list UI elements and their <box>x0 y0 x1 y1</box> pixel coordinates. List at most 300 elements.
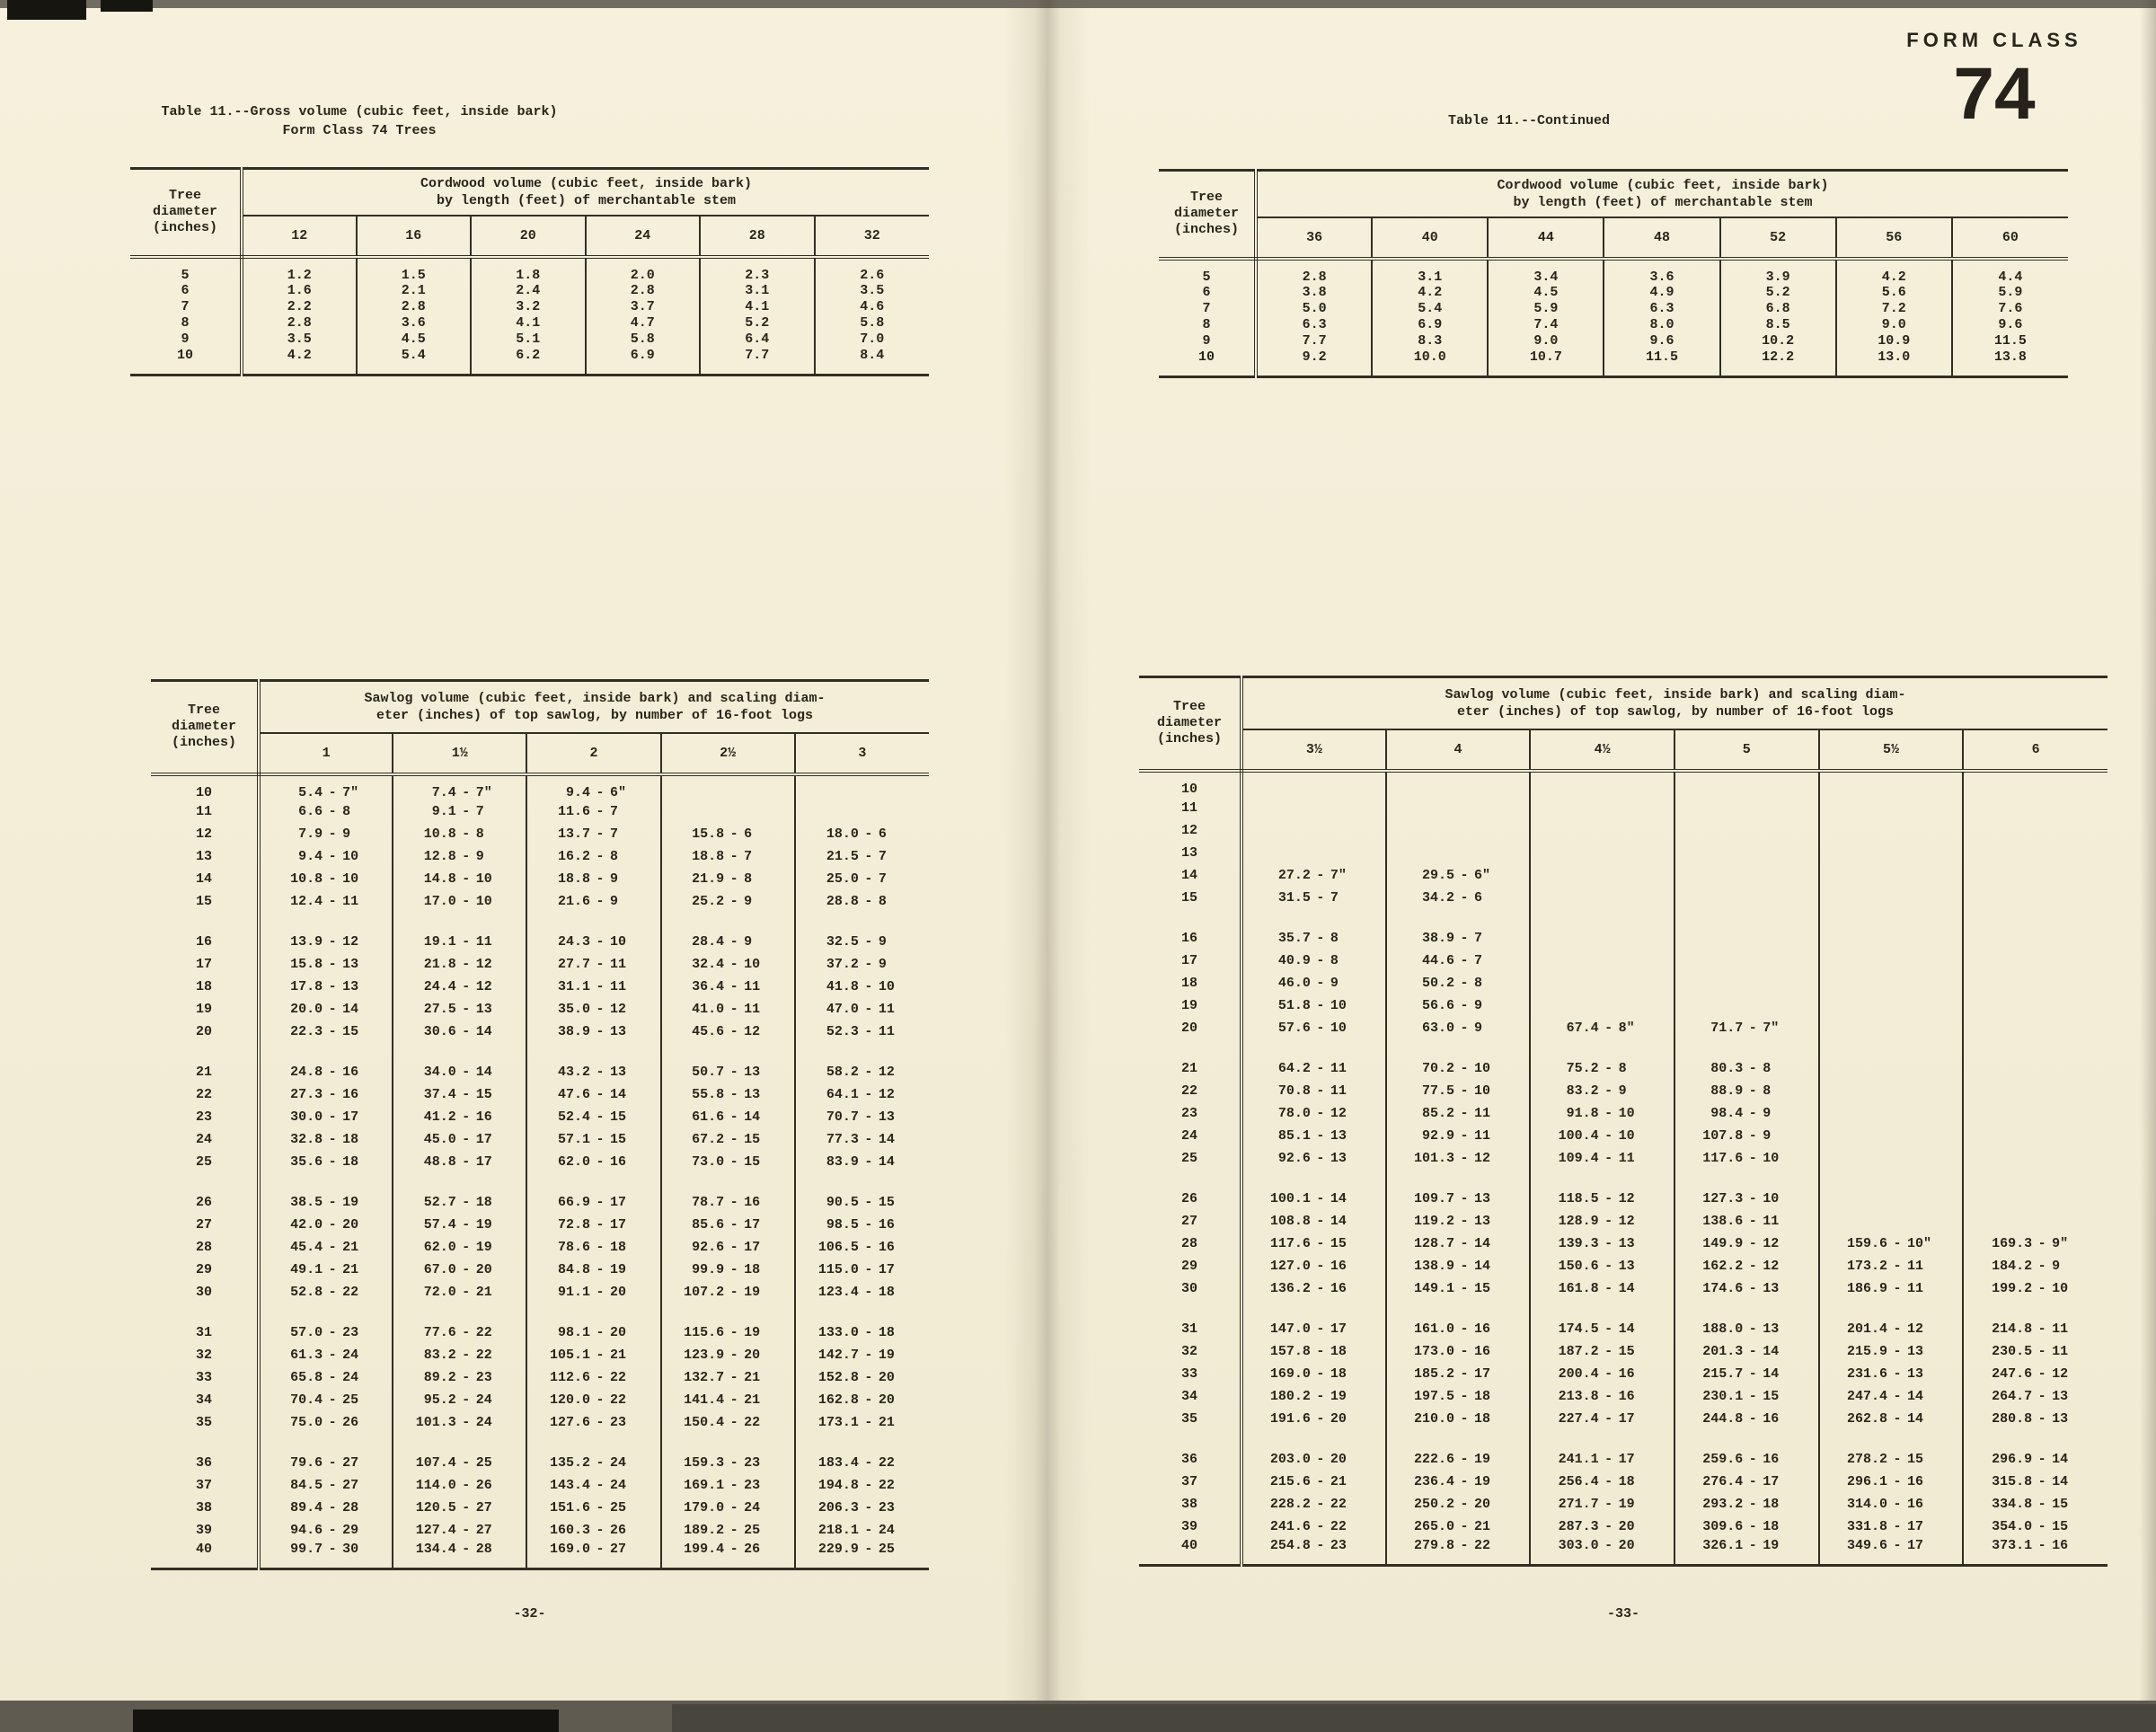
table-cell: 32.5 - 9 <box>795 931 929 953</box>
table-row <box>151 1452 929 1474</box>
table-cell: 9.6 <box>1604 333 1719 349</box>
gap-cell <box>661 913 795 931</box>
table-cell: 5.2 <box>1720 285 1836 301</box>
table-cell: 169.1 - 23 <box>661 1474 795 1497</box>
scan-artifact-mark <box>101 0 153 12</box>
table-cell: 244.8 - 16 <box>1674 1408 1819 1430</box>
table-cell: 51.8 - 10 <box>1241 994 1386 1017</box>
table-cell: 150.6 - 13 <box>1530 1255 1674 1277</box>
gap-cell <box>1819 1300 1964 1318</box>
table-cell <box>1530 972 1674 994</box>
table-cell: 101.3 - 24 <box>393 1411 526 1434</box>
table-cell: 6.8 <box>1720 301 1836 317</box>
tree-diameter-cell: 18 <box>151 976 259 998</box>
table-cell: 120.0 - 22 <box>526 1389 660 1411</box>
column-header: 24 <box>586 216 701 257</box>
gap-cell <box>1241 1170 1386 1188</box>
table-cell <box>1530 950 1674 972</box>
table-cell: 7.4 <box>1488 317 1604 333</box>
table-cell <box>1963 927 2107 950</box>
gap-cell <box>151 913 259 931</box>
gap-cell <box>661 1043 795 1061</box>
table-cell: 141.4 - 21 <box>661 1389 795 1411</box>
table-cell: 99.9 - 18 <box>661 1259 795 1281</box>
table-cell: 112.6 - 22 <box>526 1366 660 1389</box>
table-cell <box>1674 994 1819 1017</box>
table-row <box>151 1411 929 1434</box>
table-cell: 201.4 - 12 <box>1819 1318 1964 1340</box>
table-cell: 194.8 - 22 <box>795 1474 929 1497</box>
gap-cell <box>1674 1170 1819 1188</box>
table-cell: 78.6 - 18 <box>526 1236 660 1259</box>
gap-cell <box>1139 909 1241 927</box>
table-cell <box>1819 950 1964 972</box>
table-cell: 215.6 - 21 <box>1241 1471 1386 1493</box>
tree-diameter-cell: 36 <box>1139 1448 1241 1471</box>
table-cell <box>1674 927 1819 950</box>
gap-cell <box>1819 1430 1964 1448</box>
table-cell <box>1241 842 1386 864</box>
table-cell <box>1386 819 1531 842</box>
table-cell <box>1963 797 2107 819</box>
table-cell: 57.6 - 10 <box>1241 1017 1386 1039</box>
column-header: 3½ <box>1241 729 1386 771</box>
table-cell: 4.6 <box>815 299 930 315</box>
table-row <box>130 257 929 283</box>
tree-diameter-cell: 10 <box>1159 349 1256 377</box>
table-cell <box>1674 950 1819 972</box>
table-cell: 215.9 - 13 <box>1819 1340 1964 1363</box>
table-row <box>151 1497 929 1519</box>
table-cell: 160.3 - 26 <box>526 1519 660 1542</box>
gap-cell <box>526 1043 660 1061</box>
table-row <box>1139 1017 2107 1039</box>
table-cell: 109.4 - 11 <box>1530 1147 1674 1170</box>
gap-cell <box>1674 1430 1819 1448</box>
tree-diameter-cell: 25 <box>1139 1147 1241 1170</box>
tree-diameter-cell: 14 <box>151 868 259 890</box>
gap-cell <box>259 1173 393 1191</box>
table-cell: 247.4 - 14 <box>1819 1385 1964 1408</box>
tree-diameter-cell: 22 <box>1139 1080 1241 1102</box>
table-cell: 118.5 - 12 <box>1530 1188 1674 1210</box>
gap-cell <box>1386 1170 1531 1188</box>
book-gutter-shadow <box>1004 0 1091 1732</box>
table-cell <box>1386 842 1531 864</box>
table-cell: 2.0 <box>586 257 701 283</box>
table-cell: 5.0 <box>1256 301 1372 317</box>
table-cell: 3.5 <box>815 283 930 299</box>
table-row <box>1139 1255 2107 1277</box>
tree-diameter-cell: 16 <box>151 931 259 953</box>
table-cell: 61.3 - 24 <box>259 1344 393 1366</box>
gap-cell <box>1386 1300 1531 1318</box>
table-cell: 6.3 <box>1256 317 1372 333</box>
tree-diameter-cell: 25 <box>151 1151 259 1173</box>
table-cell <box>1819 1017 1964 1039</box>
table-cell: 236.4 - 19 <box>1386 1471 1531 1493</box>
table-cell: 52.4 - 15 <box>526 1106 660 1128</box>
gap-cell <box>393 1303 526 1321</box>
table-cell: 138.6 - 11 <box>1674 1210 1819 1233</box>
table-title-right <box>1304 111 1754 130</box>
table-row <box>1159 333 2068 349</box>
column-header: 1 <box>259 733 393 774</box>
table-cell: 83.9 - 14 <box>795 1151 929 1173</box>
table-cell <box>1963 842 2107 864</box>
table-cell: 241.1 - 17 <box>1530 1448 1674 1471</box>
table-cell <box>1963 994 2107 1017</box>
column-header: 6 <box>1963 729 2107 771</box>
tree-diameter-cell: 13 <box>1139 842 1241 864</box>
table-cell <box>1819 1210 1964 1233</box>
table-cell: 173.1 - 21 <box>795 1411 929 1434</box>
table-cell: 4.5 <box>1488 285 1604 301</box>
tree-diameter-cell: 9 <box>1159 333 1256 349</box>
table-cell: 56.6 - 9 <box>1386 994 1531 1017</box>
gap-cell <box>151 1173 259 1191</box>
table-cell: 296.1 - 16 <box>1819 1471 1964 1493</box>
table-cell: 24.4 - 12 <box>393 976 526 998</box>
table-cell: 35.6 - 18 <box>259 1151 393 1173</box>
form-class-label: FORM CLASS <box>1906 29 2082 51</box>
table-cell: 127.0 - 16 <box>1241 1255 1386 1277</box>
table-cell <box>1819 771 1964 797</box>
table-cell: 5.9 <box>1488 301 1604 317</box>
table-row <box>151 953 929 976</box>
table-row <box>1139 1277 2107 1300</box>
table-row <box>1139 994 2107 1017</box>
table-title-left <box>135 102 584 140</box>
table-cell: 94.6 - 29 <box>259 1519 393 1542</box>
table-cell: 139.3 - 13 <box>1530 1233 1674 1255</box>
table-cell: 63.0 - 9 <box>1386 1017 1531 1039</box>
gap-cell <box>526 1303 660 1321</box>
table-cell: 40.9 - 8 <box>1241 950 1386 972</box>
table-cell: 213.8 - 16 <box>1530 1385 1674 1408</box>
gap-cell <box>151 1434 259 1452</box>
table-cell: 79.6 - 27 <box>259 1452 393 1474</box>
table-row <box>130 315 929 331</box>
table-row <box>151 1151 929 1173</box>
table-cell: 191.6 - 20 <box>1241 1408 1386 1430</box>
table-cell <box>1963 1188 2107 1210</box>
tree-diameter-cell: 13 <box>151 845 259 868</box>
tree-diameter-cell: 15 <box>151 890 259 913</box>
table-cell: 64.1 - 12 <box>795 1083 929 1106</box>
table-cell <box>1963 819 2107 842</box>
gap-cell <box>259 1043 393 1061</box>
gap-cell <box>151 1303 259 1321</box>
table-cell: 31.5 - 7 <box>1241 887 1386 909</box>
group-gap-row <box>151 1043 929 1061</box>
table-cell: 21.5 - 7 <box>795 845 929 868</box>
table-cell: 77.3 - 14 <box>795 1128 929 1151</box>
table-cell: 229.9 - 25 <box>795 1542 929 1569</box>
table-cell: 49.1 - 21 <box>259 1259 393 1281</box>
table-cell: 6.3 <box>1604 301 1719 317</box>
table-cell: 3.9 <box>1720 259 1836 285</box>
table-cell: 3.6 <box>1604 259 1719 285</box>
tree-diameter-cell: 31 <box>1139 1318 1241 1340</box>
table-cell: 18.8 - 7 <box>661 845 795 868</box>
column-header: 20 <box>471 216 586 257</box>
table-cell: 92.6 - 17 <box>661 1236 795 1259</box>
table-cell: 250.2 - 20 <box>1386 1493 1531 1516</box>
table-cell: 107.2 - 19 <box>661 1281 795 1303</box>
tree-diameter-cell: 40 <box>151 1542 259 1569</box>
table-cell: 47.0 - 11 <box>795 998 929 1021</box>
scan-artifact-mark <box>672 1704 2156 1732</box>
table-cell: 1.8 <box>471 257 586 283</box>
table-cell: 256.4 - 18 <box>1530 1471 1674 1493</box>
column-header: 2 <box>526 733 660 774</box>
table-cell: 78.0 - 12 <box>1241 1102 1386 1125</box>
table-cell: 32.4 - 10 <box>661 953 795 976</box>
table-cell <box>1530 819 1674 842</box>
table-cell: 9.2 <box>1256 349 1372 377</box>
table-cell: 46.0 - 9 <box>1241 972 1386 994</box>
column-header-tree-diameter: Tree diameter (inches) <box>130 169 242 257</box>
group-gap-row <box>1139 909 2107 927</box>
table-cell: 25.2 - 9 <box>661 890 795 913</box>
table-cell <box>1819 927 1964 950</box>
table-cell <box>1241 771 1386 797</box>
table-cell: 128.9 - 12 <box>1530 1210 1674 1233</box>
gap-cell <box>526 1173 660 1191</box>
table-cell: 29.5 - 6" <box>1386 864 1531 887</box>
table-cell <box>1674 771 1819 797</box>
table-cell: 149.1 - 15 <box>1386 1277 1531 1300</box>
table-cell: 75.2 - 8 <box>1530 1057 1674 1080</box>
tree-diameter-cell: 38 <box>1139 1493 1241 1516</box>
table-cell: 265.0 - 21 <box>1386 1516 1531 1538</box>
table-cell: 12.2 <box>1720 349 1836 377</box>
table-cell: 187.2 - 15 <box>1530 1340 1674 1363</box>
tree-diameter-cell: 20 <box>151 1021 259 1043</box>
table-cell: 70.7 - 13 <box>795 1106 929 1128</box>
table-cell: 107.4 - 25 <box>393 1452 526 1474</box>
table-title-line: Table 11.--Gross volume (cubic feet, inside bark) <box>161 104 558 119</box>
group-gap-row <box>1139 1170 2107 1188</box>
tree-diameter-cell: 26 <box>151 1191 259 1214</box>
table-cell: 7.7 <box>1256 333 1372 349</box>
table-cell: 2.8 <box>357 299 472 315</box>
table-cell: 89.2 - 23 <box>393 1366 526 1389</box>
gap-cell <box>1241 1430 1386 1448</box>
table-row <box>1139 1147 2107 1170</box>
table-cell: 2.8 <box>1256 259 1372 285</box>
table-cell: 334.8 - 15 <box>1963 1493 2107 1516</box>
gap-cell <box>1674 909 1819 927</box>
table-row <box>1159 285 2068 301</box>
table-cell: 149.9 - 12 <box>1674 1233 1819 1255</box>
gap-cell <box>1674 1300 1819 1318</box>
table-cell: 13.9 - 12 <box>259 931 393 953</box>
table-cell <box>1963 950 2107 972</box>
table-row <box>1139 887 2107 909</box>
gap-cell <box>1963 1430 2107 1448</box>
group-gap-row <box>151 1434 929 1452</box>
cordwood-volume-table-12-32ft <box>130 167 929 376</box>
table-cell: 15.8 - 13 <box>259 953 393 976</box>
table-row <box>151 998 929 1021</box>
table-cell: 4.2 <box>1836 259 1952 285</box>
gap-cell <box>661 1434 795 1452</box>
table-cell: 25.0 - 7 <box>795 868 929 890</box>
table-cell: 173.0 - 16 <box>1386 1340 1531 1363</box>
tree-diameter-cell: 29 <box>1139 1255 1241 1277</box>
table-cell: 27.3 - 16 <box>259 1083 393 1106</box>
table-row <box>1139 1538 2107 1566</box>
table-cell: 3.6 <box>357 315 472 331</box>
tree-diameter-cell: 6 <box>130 283 242 299</box>
gap-cell <box>795 1043 929 1061</box>
table-cell <box>1963 1210 2107 1233</box>
table-cell <box>1386 797 1531 819</box>
table-cell: 231.6 - 13 <box>1819 1363 1964 1385</box>
column-header: 36 <box>1256 217 1372 259</box>
table-cell: 13.7 - 7 <box>526 823 660 845</box>
table-cell: 84.8 - 19 <box>526 1259 660 1281</box>
table-cell: 230.5 - 11 <box>1963 1340 2107 1363</box>
table-cell: 161.8 - 14 <box>1530 1277 1674 1300</box>
table-cell: 5.9 <box>1952 285 2068 301</box>
table-cell <box>1674 797 1819 819</box>
table-row <box>151 1214 929 1236</box>
table-cell: 262.8 - 14 <box>1819 1408 1964 1430</box>
gap-cell <box>1139 1170 1241 1188</box>
tree-diameter-cell: 39 <box>151 1519 259 1542</box>
table-cell: 259.6 - 16 <box>1674 1448 1819 1471</box>
table-cell: 24.8 - 16 <box>259 1061 393 1083</box>
tree-diameter-cell: 14 <box>1139 864 1241 887</box>
table-row <box>151 1542 929 1569</box>
table-cell: 34.0 - 14 <box>393 1061 526 1083</box>
table-row <box>1159 317 2068 333</box>
table-cell: 70.4 - 25 <box>259 1389 393 1411</box>
table-cell: 8.3 <box>1372 333 1488 349</box>
table-row <box>151 823 929 845</box>
gap-cell <box>259 913 393 931</box>
tree-diameter-cell: 36 <box>151 1452 259 1474</box>
table-row <box>1139 1233 2107 1255</box>
table-cell: 189.2 - 25 <box>661 1519 795 1542</box>
table-cell: 38.9 - 7 <box>1386 927 1531 950</box>
table-cell: 1.2 <box>242 257 357 283</box>
table-cell <box>1819 864 1964 887</box>
column-header: 48 <box>1604 217 1719 259</box>
table-cell: 107.8 - 9 <box>1674 1125 1819 1147</box>
table-row <box>151 890 929 913</box>
table-cell: 2.4 <box>471 283 586 299</box>
group-gap-row <box>151 913 929 931</box>
table-row <box>151 1281 929 1303</box>
tree-diameter-cell: 27 <box>1139 1210 1241 1233</box>
table-cell: 186.9 - 11 <box>1819 1277 1964 1300</box>
table-cell: 71.7 - 7" <box>1674 1017 1819 1039</box>
table-row <box>1159 301 2068 317</box>
gap-cell <box>1963 1039 2107 1057</box>
table-cell: 77.5 - 10 <box>1386 1080 1531 1102</box>
table-cell: 314.0 - 16 <box>1819 1493 1964 1516</box>
tree-diameter-cell: 9 <box>130 331 242 348</box>
table-cell: 17.0 - 10 <box>393 890 526 913</box>
table-row <box>1139 1318 2107 1340</box>
table-row <box>1139 1385 2107 1408</box>
table-cell: 10.8 - 10 <box>259 868 393 890</box>
table-cell: 6.9 <box>1372 317 1488 333</box>
table-row <box>1139 950 2107 972</box>
gap-cell <box>1139 1430 1241 1448</box>
tree-diameter-cell: 11 <box>151 800 259 823</box>
tree-diameter-cell: 20 <box>1139 1017 1241 1039</box>
table-cell: 7.2 <box>1836 301 1952 317</box>
table-cell: 18.8 - 9 <box>526 868 660 890</box>
table-cell: 135.2 - 24 <box>526 1452 660 1474</box>
gap-cell <box>795 1434 929 1452</box>
table-cell: 114.0 - 26 <box>393 1474 526 1497</box>
table-cell <box>1963 1147 2107 1170</box>
table-cell: 92.6 - 13 <box>1241 1147 1386 1170</box>
table-row <box>151 1344 929 1366</box>
table-cell: 210.0 - 18 <box>1386 1408 1531 1430</box>
table-cell: 6.6 - 8 <box>259 800 393 823</box>
table-cell: 52.3 - 11 <box>795 1021 929 1043</box>
table-row <box>1159 259 2068 285</box>
table-cell <box>1530 887 1674 909</box>
table-cell: 349.6 - 17 <box>1819 1538 1964 1566</box>
gap-cell <box>1241 909 1386 927</box>
table-cell: 1.5 <box>357 257 472 283</box>
table-cell: 45.6 - 12 <box>661 1021 795 1043</box>
table-row <box>1139 1188 2107 1210</box>
column-header-tree-diameter: Tree diameter (inches) <box>1139 677 1241 771</box>
table-cell: 80.3 - 8 <box>1674 1057 1819 1080</box>
page-number-right: -33- <box>1606 1606 1639 1622</box>
table-cell <box>1963 771 2107 797</box>
table-cell: 42.0 - 20 <box>259 1214 393 1236</box>
table-row <box>151 1389 929 1411</box>
table-cell: 3.2 <box>471 299 586 315</box>
table-cell: 88.9 - 8 <box>1674 1080 1819 1102</box>
table-cell: 4.2 <box>1372 285 1488 301</box>
table-cell: 45.4 - 21 <box>259 1236 393 1259</box>
table-cell: 8.4 <box>815 348 930 376</box>
tree-diameter-cell: 23 <box>1139 1102 1241 1125</box>
table-cell: 4.1 <box>700 299 815 315</box>
table-cell: 14.8 - 10 <box>393 868 526 890</box>
table-cell: 89.4 - 28 <box>259 1497 393 1519</box>
table-cell: 105.1 - 21 <box>526 1344 660 1366</box>
table-cell: 159.3 - 23 <box>661 1452 795 1474</box>
table-cell: 45.0 - 17 <box>393 1128 526 1151</box>
table-cell: 117.6 - 10 <box>1674 1147 1819 1170</box>
table-cell <box>1674 819 1819 842</box>
table-cell: 279.8 - 22 <box>1386 1538 1531 1566</box>
table-row <box>151 1519 929 1542</box>
tree-diameter-cell: 33 <box>1139 1363 1241 1385</box>
table-cell: 4.5 <box>357 331 472 348</box>
table-cell: 162.2 - 12 <box>1674 1255 1819 1277</box>
gap-cell <box>795 1173 929 1191</box>
table-cell: 36.4 - 11 <box>661 976 795 998</box>
table-cell: 30.0 - 17 <box>259 1106 393 1128</box>
table-row <box>1139 1448 2107 1471</box>
gap-cell <box>1530 1039 1674 1057</box>
gap-cell <box>393 913 526 931</box>
table-row <box>1159 349 2068 377</box>
